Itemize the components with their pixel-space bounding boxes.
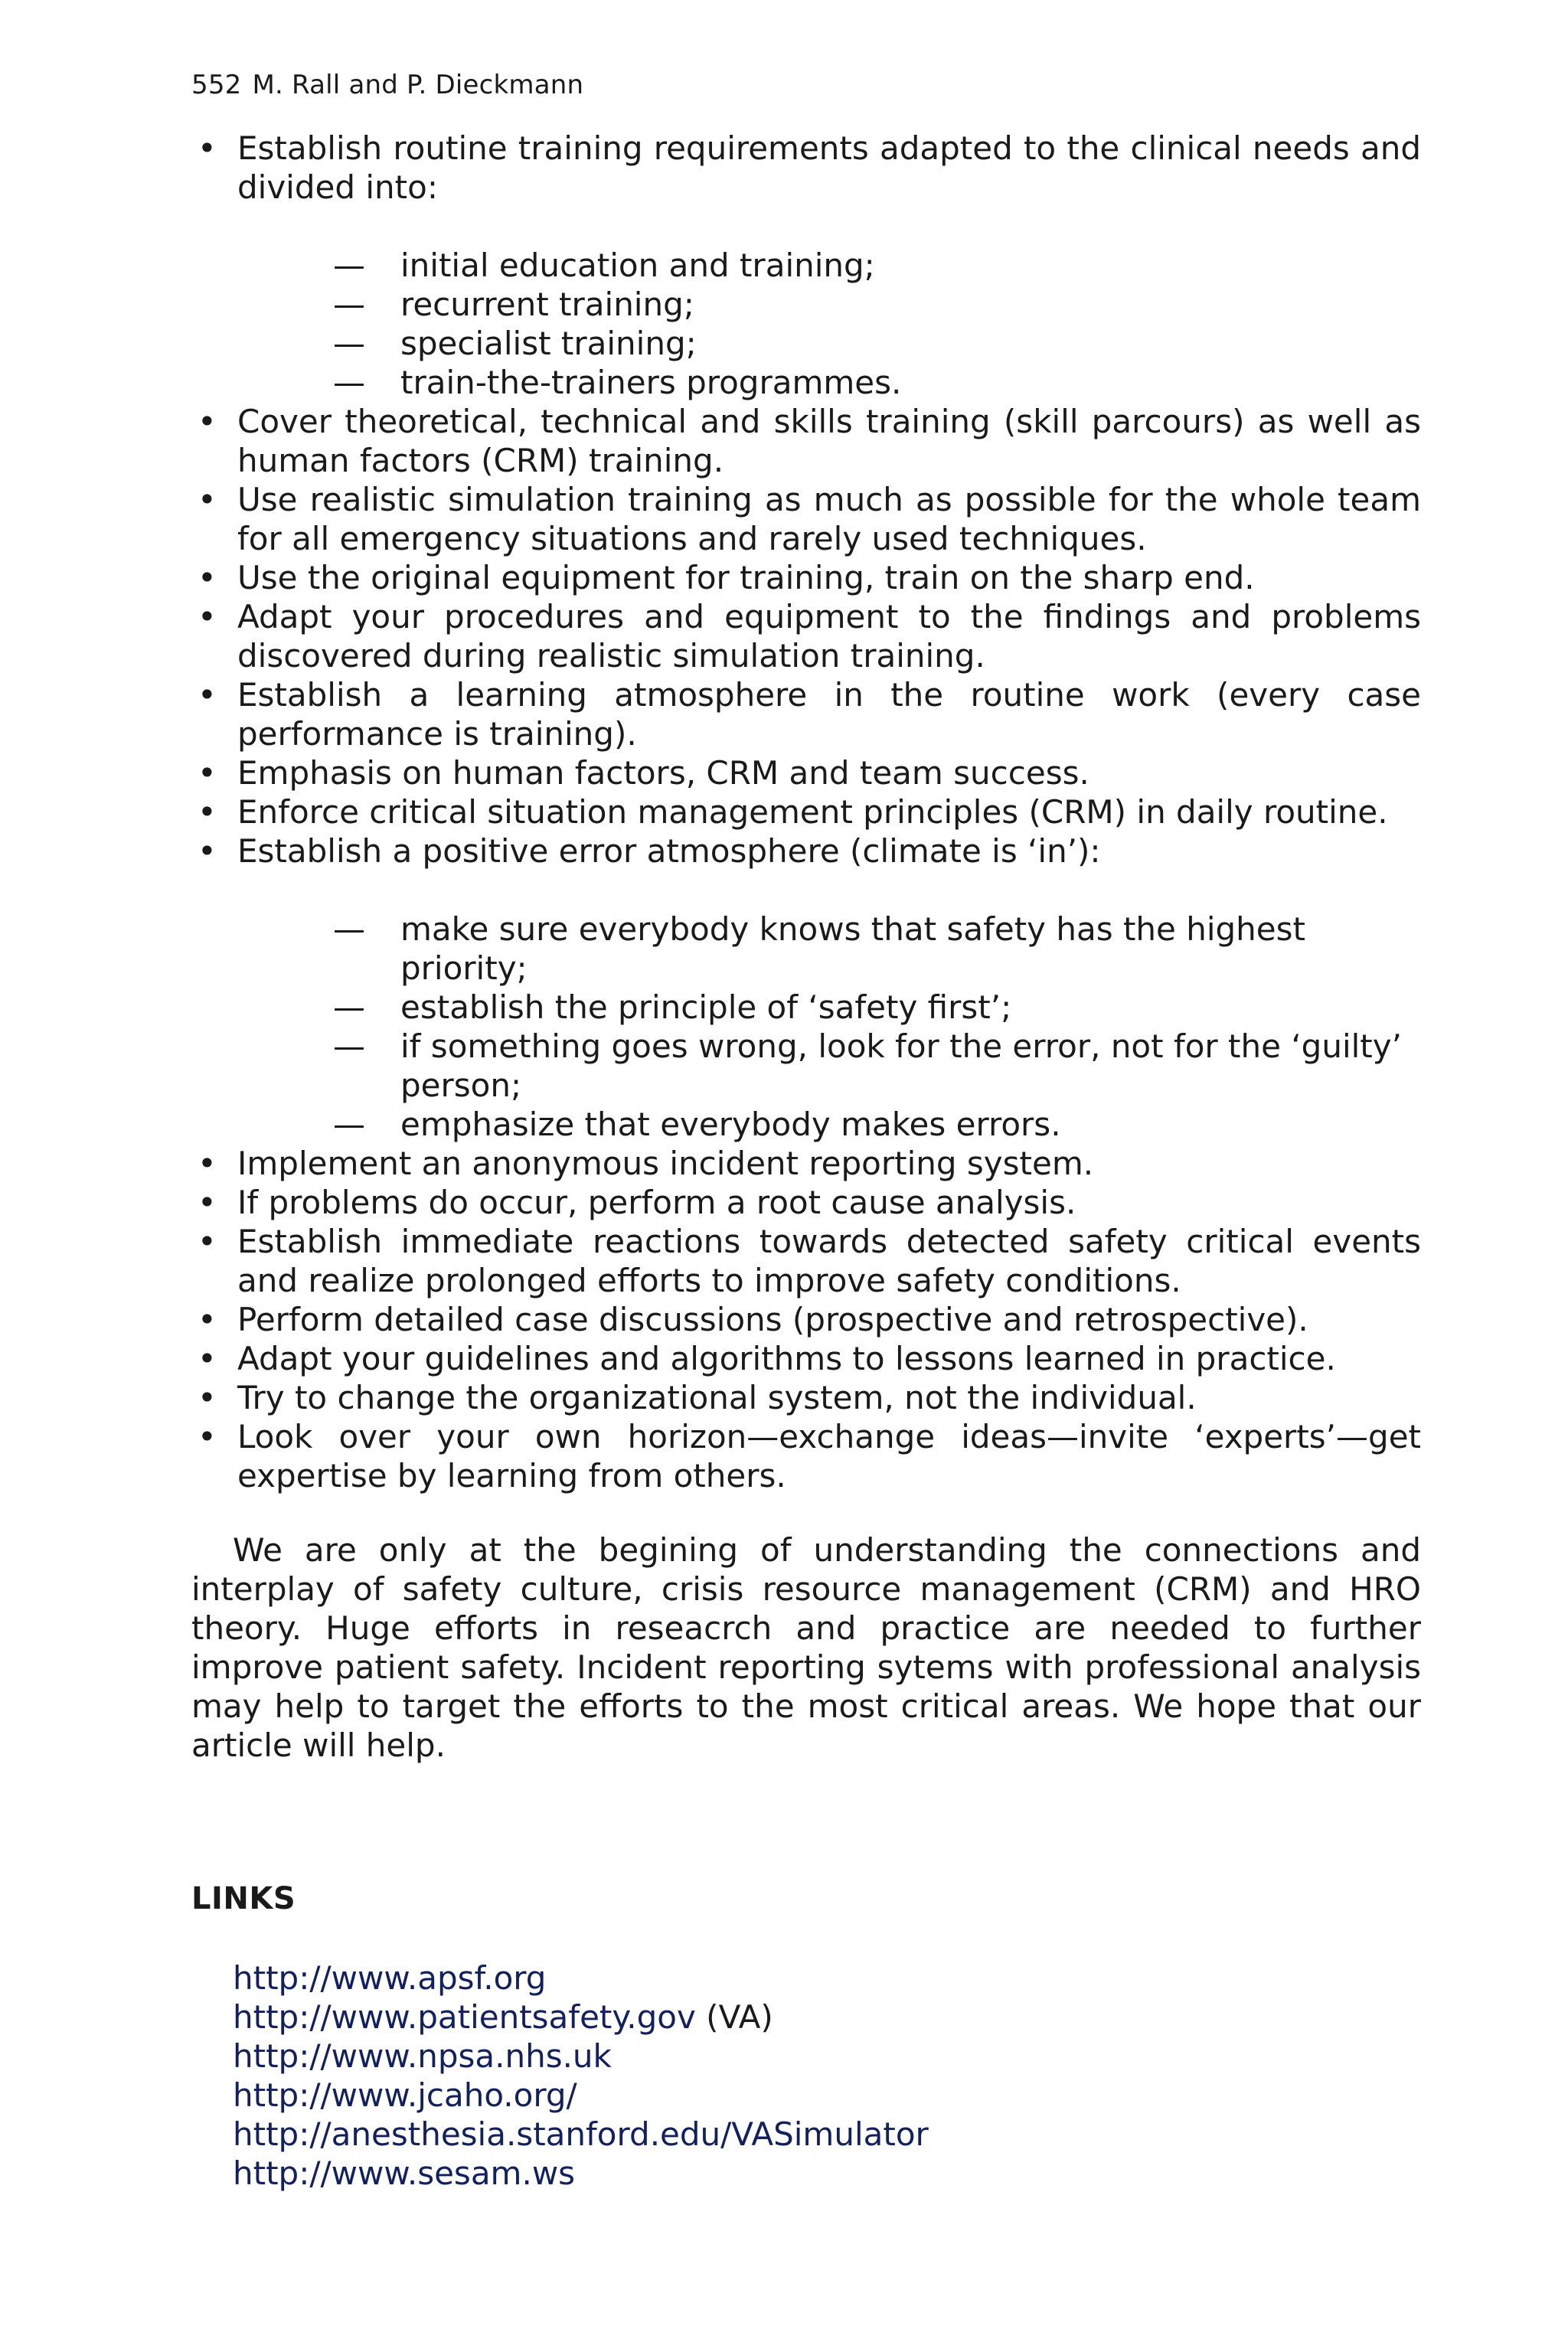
bullet-icon: • [198, 481, 217, 518]
list-item [191, 1378, 1421, 1417]
dash-icon: — [333, 988, 365, 1026]
list-item [191, 129, 1421, 402]
link-url[interactable]: http://www.apsf.org [233, 1959, 547, 1997]
bullet-icon: • [198, 676, 217, 714]
list-item [191, 402, 1421, 480]
sub-list-item [237, 324, 1421, 363]
dash-icon: — [333, 286, 365, 323]
dash-icon: — [333, 364, 365, 401]
sub-list-item [237, 1105, 1421, 1144]
list-item-text: Look over your own horizon—exchange ideas—invite ‘experts’—get expertise by learning from others. [237, 1418, 1421, 1494]
list-item [191, 1144, 1421, 1183]
list-item-text: Establish immediate reactions towards detected safety critical events and realize prolonged efforts to improve safety conditions. [237, 1223, 1421, 1299]
links-list [233, 1958, 1421, 2193]
link-item [233, 2115, 1421, 2154]
running-head-authors: M. Rall and P. Dieckmann [252, 70, 584, 100]
dash-icon: — [333, 325, 365, 362]
dash-icon: — [333, 1106, 365, 1143]
bullet-icon: • [198, 1223, 217, 1260]
list-item [191, 1222, 1421, 1300]
link-url[interactable]: http://www.jcaho.org/ [233, 2076, 577, 2114]
dash-icon: — [333, 247, 365, 284]
list-item [191, 831, 1421, 1144]
link-item [233, 1998, 1421, 2037]
page-content [191, 72, 1421, 2193]
list-item [191, 1183, 1421, 1222]
dash-icon: — [333, 1027, 365, 1065]
bullet-icon: • [198, 1340, 217, 1377]
sub-list-item-text: establish the principle of ‘safety first’; [400, 988, 1012, 1026]
sub-list-item-text: make sure everybody knows that safety has the highest priority; [400, 910, 1305, 987]
bullet-icon: • [198, 793, 217, 831]
page-number: 552 [191, 70, 242, 100]
list-item-text: Cover theoretical, technical and skills training (skill parcours) as well as human factors (CRM) training. [237, 403, 1421, 479]
list-item [191, 1417, 1421, 1495]
link-item [233, 1958, 1421, 1998]
bullet-icon: • [198, 598, 217, 635]
link-note: (VA) [695, 1998, 773, 2036]
list-item [191, 480, 1421, 558]
list-item [191, 597, 1421, 675]
bullet-icon: • [198, 559, 217, 596]
sub-list-item [237, 1027, 1421, 1105]
bullet-icon: • [198, 1379, 217, 1416]
list-item-text: Perform detailed case discussions (prospective and retrospective). [237, 1301, 1308, 1338]
list-item [191, 1339, 1421, 1378]
sub-list-item-text: recurrent training; [400, 286, 694, 323]
list-item-text: Adapt your procedures and equipment to the findings and problems discovered during realistic simulation training. [237, 598, 1421, 675]
sub-list-item-text: specialist training; [400, 325, 697, 362]
sub-list-item [237, 285, 1421, 324]
list-item-text: Implement an anonymous incident reporting system. [237, 1145, 1094, 1182]
bullet-icon: • [198, 1184, 217, 1221]
list-item-text: If problems do occur, perform a root cause analysis. [237, 1184, 1076, 1221]
list-item [191, 1300, 1421, 1339]
link-item [233, 2154, 1421, 2193]
link-url[interactable]: http://www.sesam.ws [233, 2154, 576, 2192]
list-item [191, 675, 1421, 753]
bullet-icon: • [198, 403, 217, 440]
dash-icon: — [333, 910, 365, 948]
list-item [191, 558, 1421, 597]
list-item [191, 753, 1421, 792]
list-item-text: Adapt your guidelines and algorithms to lessons learned in practice. [237, 1340, 1336, 1377]
sub-list-item [237, 363, 1421, 402]
list-item-text: Try to change the organizational system, not the individual. [237, 1379, 1197, 1416]
bullet-icon: • [198, 754, 217, 792]
link-url[interactable]: http://www.patientsafety.gov [233, 1998, 696, 2036]
sub-list-item-text: if something goes wrong, look for the error, not for the ‘guilty’ person; [400, 1027, 1402, 1104]
list-item-text: Establish a positive error atmosphere (climate is ‘in’): [237, 832, 1101, 870]
sub-list-item [237, 246, 1421, 285]
list-item-text: Establish routine training requirements adapted to the clinical needs and divided into: [237, 129, 1421, 206]
bullet-icon: • [198, 1418, 217, 1455]
list-item-text: Establish a learning atmosphere in the routine work (every case performance is training). [237, 676, 1421, 753]
list-item-text: Use the original equipment for training, train on the sharp end. [237, 559, 1255, 596]
conclusion-paragraph: We are only at the begining of understanding the connections and interplay of safety culture, crisis resource management (CRM) and HRO theory. Huge efforts in reseacrch and practice are needed to further improve patient safety. Incident reporting sytems with professional analysis may help to target the efforts to the most critical areas. We hope that our article will help. [191, 1531, 1421, 1764]
list-item [191, 792, 1421, 831]
sub-list [237, 246, 1421, 402]
sub-list-item-text: initial education and training; [400, 247, 875, 284]
sub-list-item-text: train-the-trainers programmes. [400, 364, 902, 401]
bullet-icon: • [198, 832, 217, 870]
link-item [233, 2037, 1421, 2076]
list-item-text: Enforce critical situation management principles (CRM) in daily routine. [237, 793, 1388, 831]
list-item-text: Emphasis on human factors, CRM and team success. [237, 754, 1089, 792]
bullet-icon: • [198, 1145, 217, 1182]
link-item [233, 2076, 1421, 2115]
sub-list-item-text: emphasize that everybody makes errors. [400, 1106, 1061, 1143]
link-url[interactable]: http://anesthesia.stanford.edu/VASimulator [233, 2115, 929, 2153]
sub-list-item [237, 988, 1421, 1027]
sub-list [237, 910, 1421, 1144]
list-item-text: Use realistic simulation training as much as possible for the whole team for all emergency situations and rarely used techniques. [237, 481, 1421, 557]
link-url[interactable]: http://www.npsa.nhs.uk [233, 2037, 612, 2075]
bullet-icon: • [198, 1301, 217, 1338]
bullet-icon: • [198, 129, 217, 167]
sub-list-item [237, 910, 1421, 988]
recommendations-list [191, 129, 1421, 1495]
links-heading: LINKS [191, 1881, 296, 1916]
running-head [191, 72, 1421, 98]
